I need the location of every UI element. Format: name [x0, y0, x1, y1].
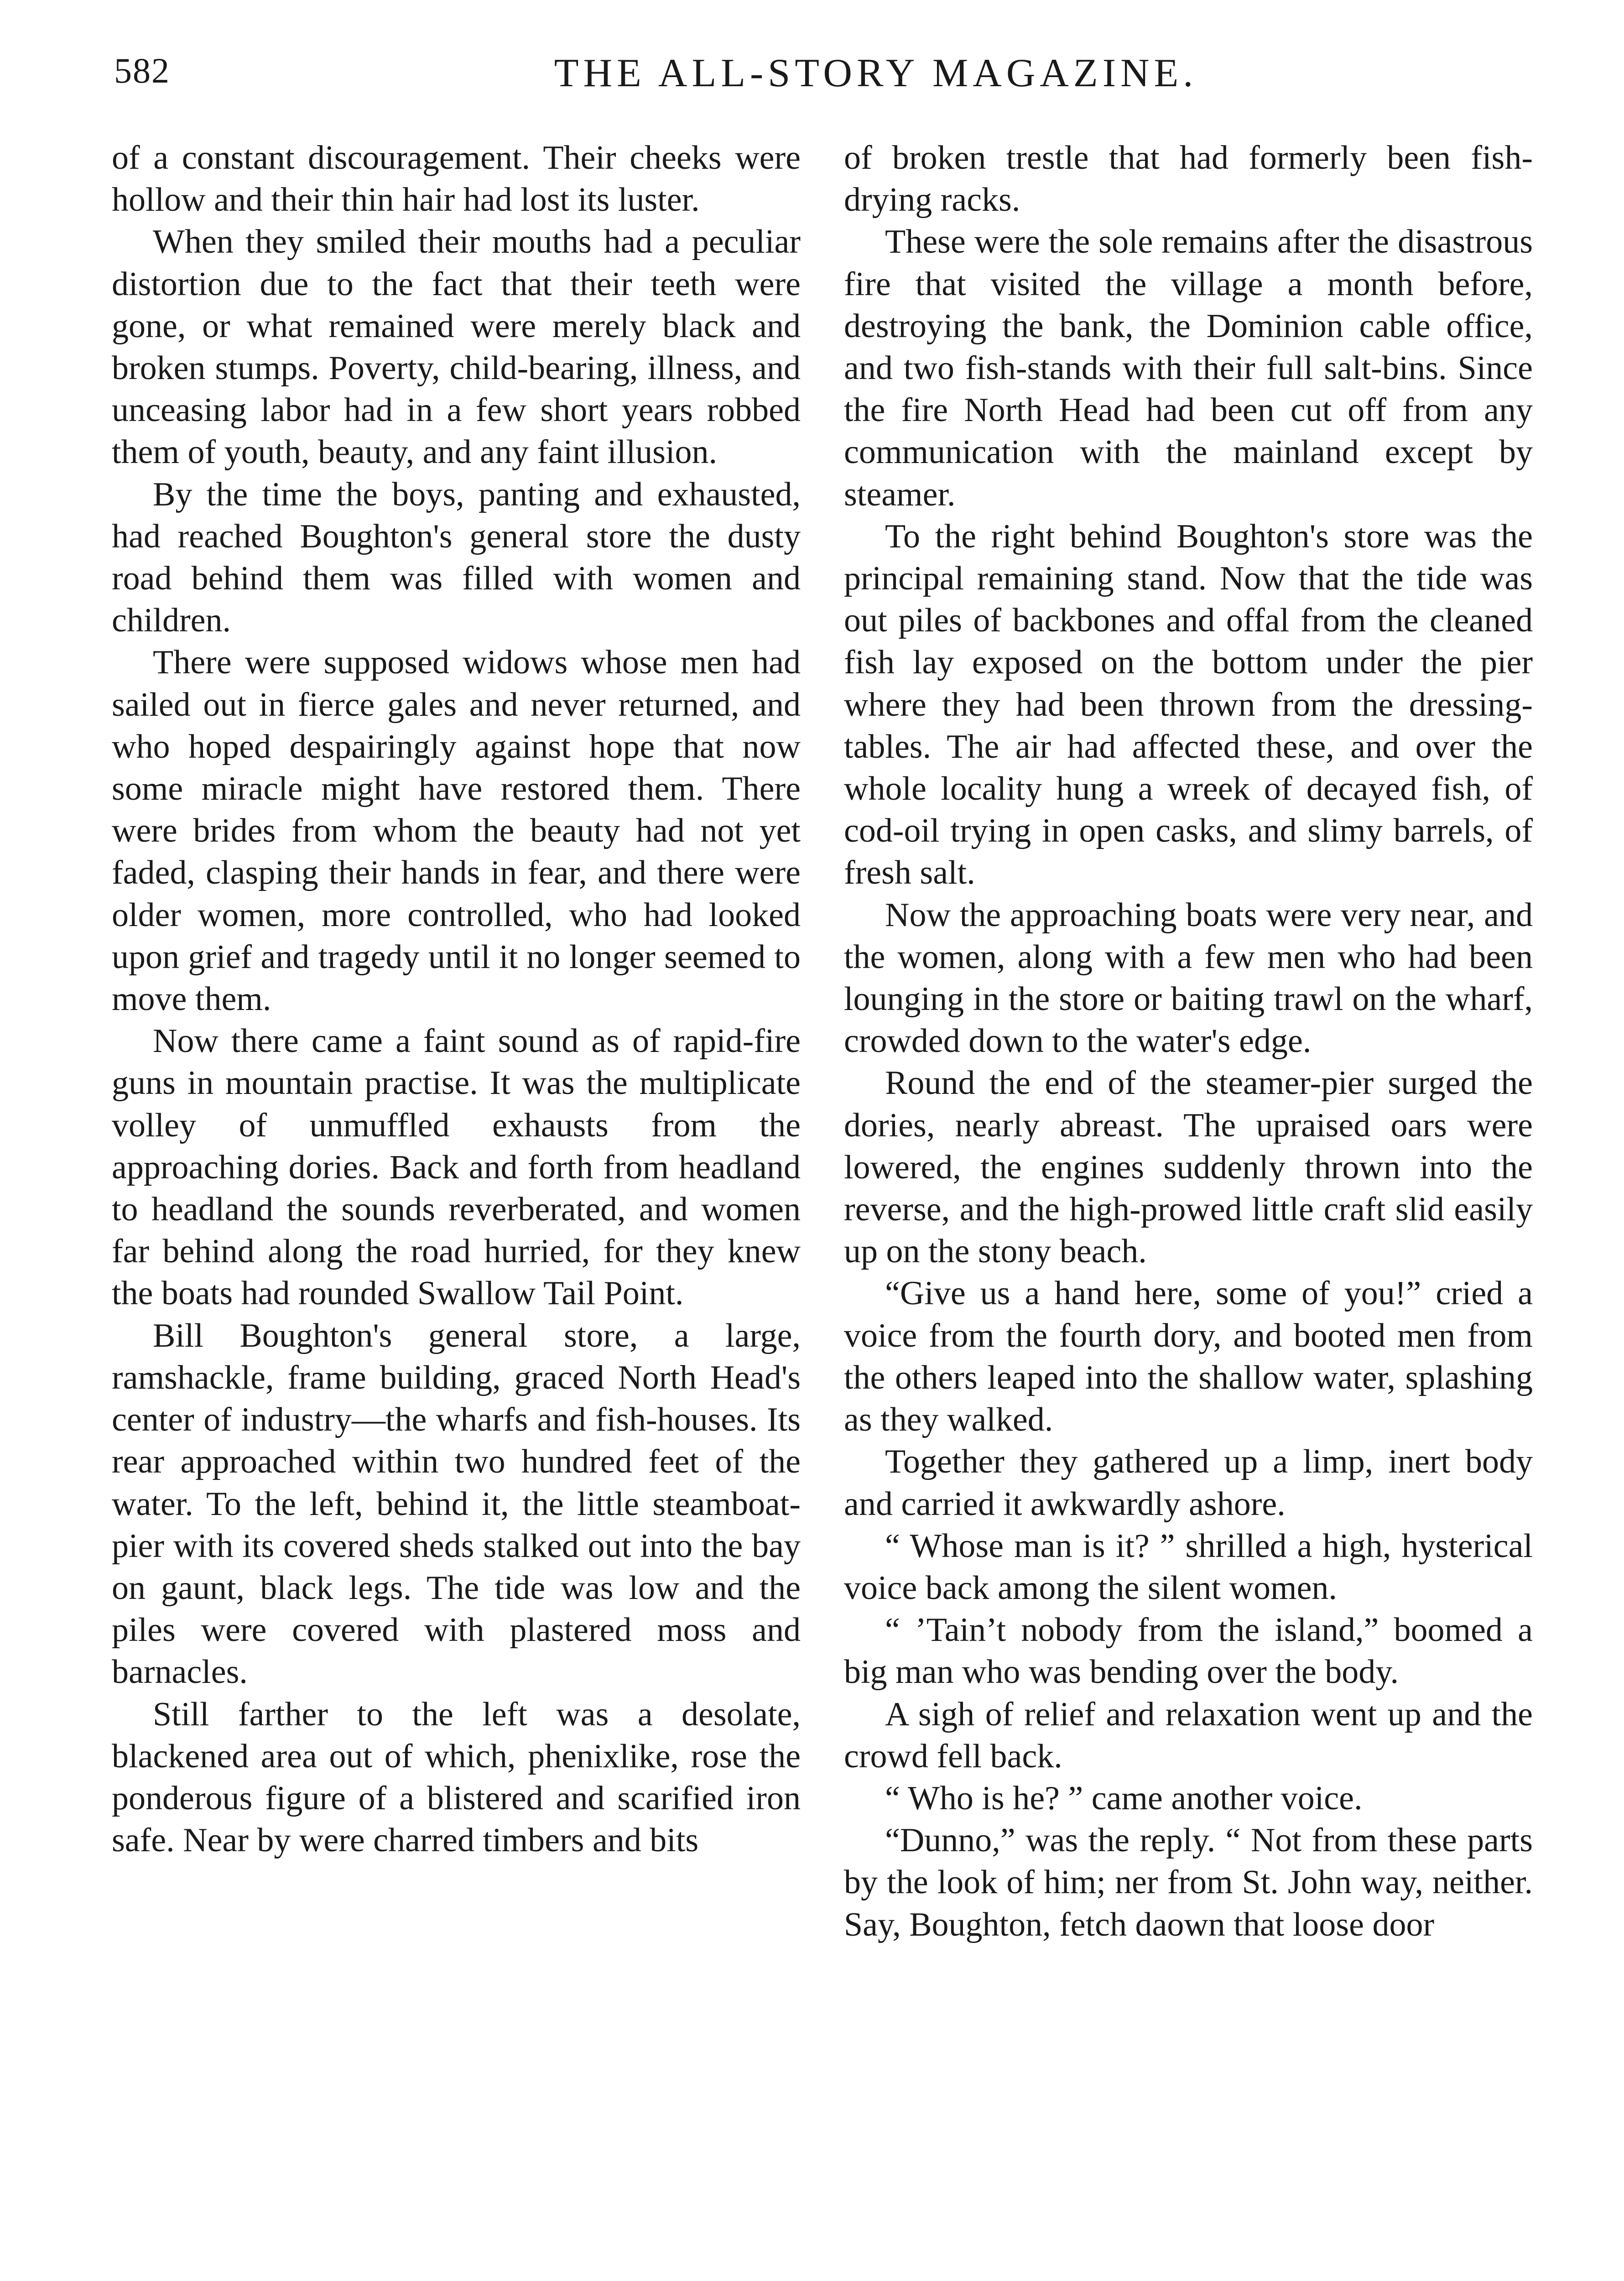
paragraph: of broken trestle that had formerly been fish-drying racks.: [844, 139, 1533, 219]
paragraph: “ ’Tain’t nobody from the island,” boomed a big man who was bending over the body.: [844, 1611, 1533, 1691]
right-column: [844, 137, 1533, 1946]
paragraph: Now the approaching boats were very near, and the women, along with a few men who had been lounging in the store or baiting trawl on the wharf, crowded down to the water's edge.: [844, 896, 1533, 1060]
paragraph: These were the sole remains after the disastrous fire that visited the village a month before, destroying the bank, the Dominion cable office, and two fish-stands with their full salt-bins. Since the fire North Head had been cut off from any communication with the mainland except by steamer.: [844, 223, 1533, 513]
paragraph: “ Who is he? ” came another voice.: [885, 1779, 1363, 1817]
paragraph: There were supposed widows whose men had sailed out in fierce gales and never returned, and who hoped despairingly against hope that now some miracle might have restored them. There were brides from whom the beauty had not yet faded, clasping their hands in fear, and there were older women, more controlled, who had looked upon grief and tragedy until it no longer seemed to move them.: [112, 644, 801, 1018]
paragraph: Still farther to the left was a desolate, blackened area out of which, phenixlike, rose the ponderous figure of a blistered and scarified iron safe. Near by were charred timbers and bits: [112, 1695, 801, 1859]
paragraph: When they smiled their mouths had a peculiar distortion due to the fact that their teeth were gone, or what remained were merely black and broken stumps. Poverty, child-bearing, illness, and unceasing labor had in a few short years robbed them of youth, beauty, and any faint illusion.: [112, 223, 801, 471]
paragraph: Round the end of the steamer-pier surged the dories, nearly abreast. The upraised oars were lowered, the engines suddenly thrown into the reverse, and the high-prowed little craft slid easily up on the stony beach.: [844, 1064, 1533, 1271]
page-header: [114, 50, 1510, 105]
paragraph: “Give us a hand here, some of you!” cried a voice from the fourth dory, and booted men from the others leaped into the shallow water, splashing as they walked.: [844, 1275, 1533, 1439]
paragraph: Bill Boughton's general store, a large, ramshackle, frame building, graced North Head's center of industry—the wharfs and fish-houses. Its rear approached within two hundred feet of the water. To the left, behind it, the little steamboat-pier with its covered sheds stalked out into the bay on gaunt, black legs. The tide was low and the piles were covered with plastered moss and barnacles.: [112, 1317, 801, 1691]
paragraph: “Dunno,” was the reply. “ Not from these parts by the look of him; ner from St. John way, neither. Say, Boughton, fetch daown that loose door: [844, 1822, 1533, 1943]
paragraph: Together they gathered up a limp, inert body and carried it awkwardly ashore.: [844, 1443, 1533, 1523]
paragraph: of a constant discouragement. Their cheeks were hollow and their thin hair had lost its luster.: [112, 139, 801, 219]
page-number: 582: [114, 51, 170, 90]
paragraph: A sigh of relief and relaxation went up and the crowd fell back.: [844, 1695, 1533, 1775]
paragraph: Now there came a faint sound as of rapid-fire guns in mountain practise. It was the multiplicate volley of unmuffled exhausts from the approaching dories. Back and forth from headland to headland the sounds reverberated, and women far behind along the road hurried, for they knew the boats had rounded Swallow Tail Point.: [112, 1022, 801, 1312]
left-column: [112, 137, 801, 1861]
running-head: THE ALL-STORY MAGAZINE.: [554, 51, 1198, 95]
paragraph: “ Whose man is it? ” shrilled a high, hysterical voice back among the silent women.: [844, 1527, 1533, 1607]
paragraph: To the right behind Boughton's store was the principal remaining stand. Now that the tide was out piles of backbones and offal from the cleaned fish lay exposed on the bottom under the pier where they had been thrown from the dressing-tables. The air had affected these, and over the whole locality hung a wreek of decayed fish, of cod-oil trying in open casks, and slimy barrels, of fresh salt.: [844, 517, 1533, 892]
paragraph: By the time the boys, panting and exhausted, had reached Boughton's general store the dusty road behind them was filled with women and children.: [112, 475, 801, 640]
